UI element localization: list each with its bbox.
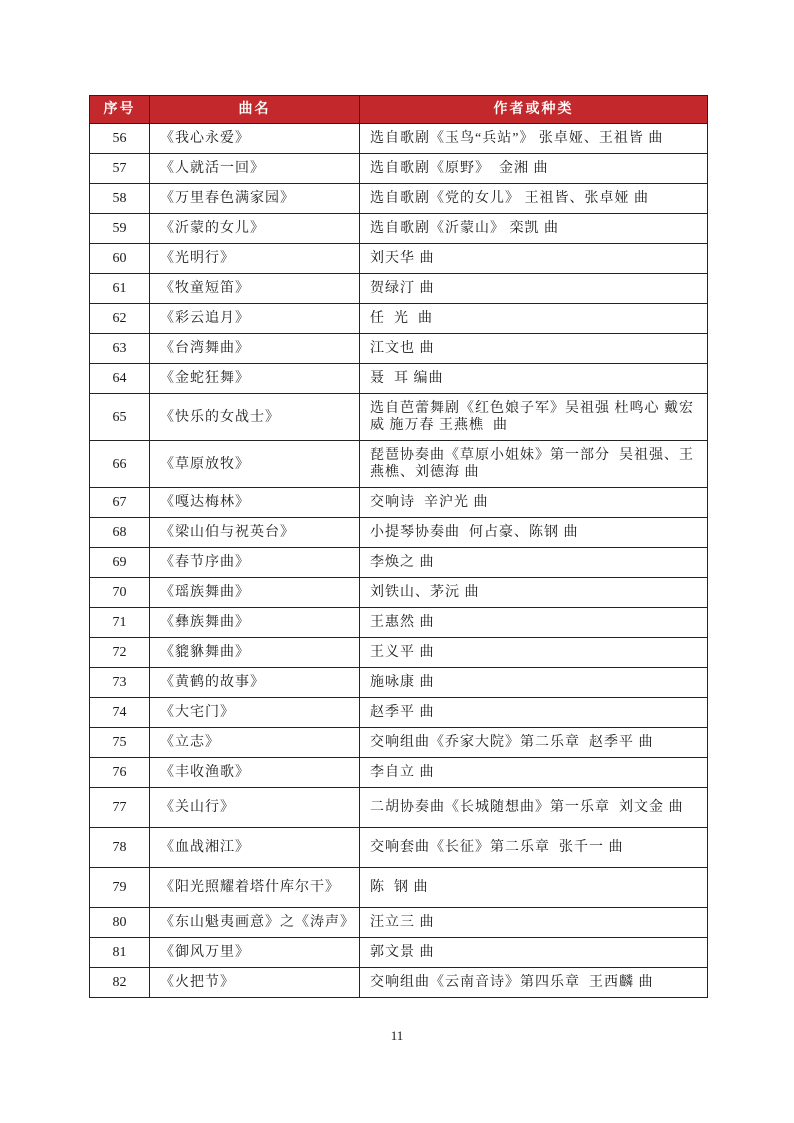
song-author: 王惠然 曲 — [360, 608, 708, 638]
song-number: 63 — [90, 334, 150, 364]
song-number: 61 — [90, 274, 150, 304]
table-row — [90, 488, 708, 518]
column-header-title: 曲名 — [150, 96, 360, 124]
table-row — [90, 304, 708, 334]
song-number: 69 — [90, 548, 150, 578]
song-title: 《光明行》 — [150, 244, 360, 274]
song-author: 交响组曲《云南音诗》第四乐章 王西麟 曲 — [360, 968, 708, 998]
song-number: 56 — [90, 124, 150, 154]
song-author: 汪立三 曲 — [360, 908, 708, 938]
table-row — [90, 758, 708, 788]
table-row — [90, 728, 708, 758]
song-author: 任 光 曲 — [360, 304, 708, 334]
song-author: 选自歌剧《玉鸟“兵站”》 张卓娅、王祖皆 曲 — [360, 124, 708, 154]
song-number: 66 — [90, 441, 150, 488]
song-number: 76 — [90, 758, 150, 788]
song-author: 李焕之 曲 — [360, 548, 708, 578]
song-title: 《阳光照耀着塔什库尔干》 — [150, 868, 360, 908]
column-header-author: 作者或种类 — [360, 96, 708, 124]
song-title: 《貔貅舞曲》 — [150, 638, 360, 668]
song-title: 《立志》 — [150, 728, 360, 758]
song-title: 《台湾舞曲》 — [150, 334, 360, 364]
song-author: 聂 耳 编曲 — [360, 364, 708, 394]
songs-table — [89, 95, 708, 998]
song-title: 《丰收渔歌》 — [150, 758, 360, 788]
table-row — [90, 364, 708, 394]
song-number: 75 — [90, 728, 150, 758]
song-number: 71 — [90, 608, 150, 638]
table-row — [90, 868, 708, 908]
table-row — [90, 908, 708, 938]
song-title: 《大宅门》 — [150, 698, 360, 728]
table-row — [90, 608, 708, 638]
page-number: 11 — [390, 1028, 404, 1043]
table-row — [90, 124, 708, 154]
table-row — [90, 638, 708, 668]
table-row — [90, 274, 708, 304]
song-author: 二胡协奏曲《长城随想曲》第一乐章 刘文金 曲 — [360, 788, 708, 828]
song-title: 《沂蒙的女儿》 — [150, 214, 360, 244]
song-title: 《瑶族舞曲》 — [150, 578, 360, 608]
song-title: 《火把节》 — [150, 968, 360, 998]
song-number: 70 — [90, 578, 150, 608]
song-author: 赵季平 曲 — [360, 698, 708, 728]
song-number: 62 — [90, 304, 150, 334]
song-title: 《东山魁夷画意》之《涛声》 — [150, 908, 360, 938]
song-number: 60 — [90, 244, 150, 274]
song-number: 64 — [90, 364, 150, 394]
song-author: 陈 钢 曲 — [360, 868, 708, 908]
header-row — [90, 96, 708, 124]
song-number: 78 — [90, 828, 150, 868]
song-title: 《春节序曲》 — [150, 548, 360, 578]
song-title: 《万里春色满家园》 — [150, 184, 360, 214]
song-author: 选自芭蕾舞剧《红色娘子军》吴祖强 杜鸣心 戴宏威 施万春 王燕樵 曲 — [360, 394, 708, 441]
song-title: 《草原放牧》 — [150, 441, 360, 488]
song-title: 《彩云追月》 — [150, 304, 360, 334]
song-title: 《人就活一回》 — [150, 154, 360, 184]
table-row — [90, 394, 708, 441]
song-title: 《我心永爱》 — [150, 124, 360, 154]
song-number: 67 — [90, 488, 150, 518]
songs-table-body — [90, 124, 708, 998]
column-header-no: 序号 — [90, 96, 150, 124]
table-row — [90, 938, 708, 968]
song-number: 72 — [90, 638, 150, 668]
song-author: 施咏康 曲 — [360, 668, 708, 698]
song-number: 59 — [90, 214, 150, 244]
song-author: 江文也 曲 — [360, 334, 708, 364]
song-author: 选自歌剧《原野》 金湘 曲 — [360, 154, 708, 184]
song-author: 选自歌剧《沂蒙山》 栾凯 曲 — [360, 214, 708, 244]
song-title: 《梁山伯与祝英台》 — [150, 518, 360, 548]
song-number: 74 — [90, 698, 150, 728]
table-row — [90, 788, 708, 828]
song-title: 《御风万里》 — [150, 938, 360, 968]
song-title: 《关山行》 — [150, 788, 360, 828]
song-author: 李自立 曲 — [360, 758, 708, 788]
song-author: 郭文景 曲 — [360, 938, 708, 968]
song-number: 68 — [90, 518, 150, 548]
table-row — [90, 828, 708, 868]
song-number: 80 — [90, 908, 150, 938]
song-title: 《黄鹤的故事》 — [150, 668, 360, 698]
table-row — [90, 968, 708, 998]
song-author: 贺绿汀 曲 — [360, 274, 708, 304]
song-number: 65 — [90, 394, 150, 441]
song-title: 《金蛇狂舞》 — [150, 364, 360, 394]
song-author: 琵琶协奏曲《草原小姐妹》第一部分 吴祖强、王燕樵、刘德海 曲 — [360, 441, 708, 488]
table-row — [90, 334, 708, 364]
song-number: 58 — [90, 184, 150, 214]
table-row — [90, 441, 708, 488]
song-author: 选自歌剧《党的女儿》 王祖皆、张卓娅 曲 — [360, 184, 708, 214]
song-number: 77 — [90, 788, 150, 828]
song-title: 《彝族舞曲》 — [150, 608, 360, 638]
song-number: 79 — [90, 868, 150, 908]
song-author: 王义平 曲 — [360, 638, 708, 668]
song-title: 《血战湘江》 — [150, 828, 360, 868]
song-title: 《快乐的女战士》 — [150, 394, 360, 441]
song-author: 刘铁山、茅沅 曲 — [360, 578, 708, 608]
song-author: 交响套曲《长征》第二乐章 张千一 曲 — [360, 828, 708, 868]
song-number: 73 — [90, 668, 150, 698]
table-row — [90, 578, 708, 608]
table-row — [90, 548, 708, 578]
table-row — [90, 214, 708, 244]
song-title: 《嘎达梅林》 — [150, 488, 360, 518]
song-number: 57 — [90, 154, 150, 184]
table-row — [90, 154, 708, 184]
table-row — [90, 184, 708, 214]
table-row — [90, 668, 708, 698]
song-author: 交响组曲《乔家大院》第二乐章 赵季平 曲 — [360, 728, 708, 758]
song-author: 小提琴协奏曲 何占豪、陈钢 曲 — [360, 518, 708, 548]
song-author: 交响诗 辛沪光 曲 — [360, 488, 708, 518]
table-row — [90, 698, 708, 728]
song-number: 81 — [90, 938, 150, 968]
song-number: 82 — [90, 968, 150, 998]
song-title: 《牧童短笛》 — [150, 274, 360, 304]
song-author: 刘天华 曲 — [360, 244, 708, 274]
table-row — [90, 518, 708, 548]
table-row — [90, 244, 708, 274]
songs-table-header — [90, 96, 708, 124]
